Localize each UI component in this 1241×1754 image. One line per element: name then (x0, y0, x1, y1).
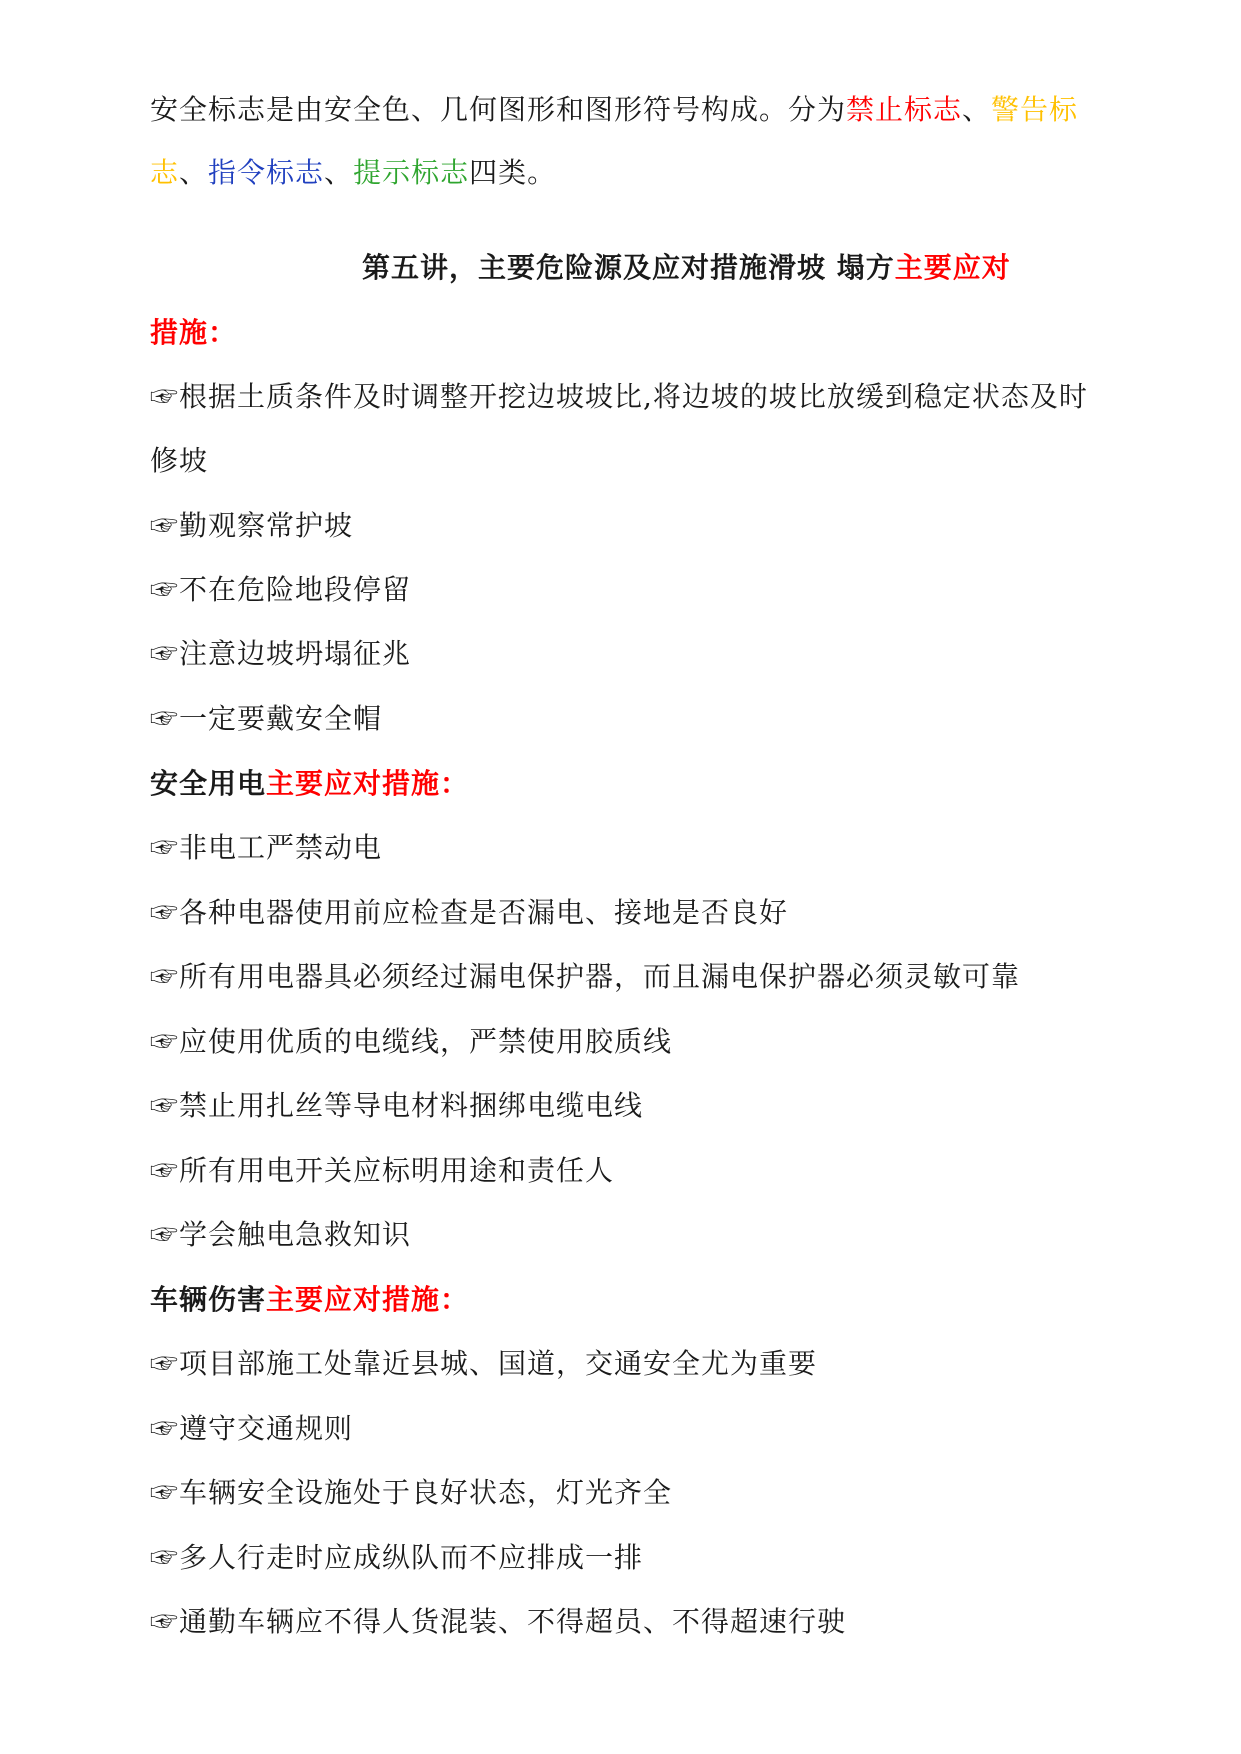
list-item: ☞多人行走时应成纵队而不应排成一排 (150, 1541, 644, 1574)
list-item: ☞非电工严禁动电 (150, 831, 383, 864)
lecture-heading-continued: 措施： (150, 316, 238, 349)
sign-prompt: 提示标志 (353, 156, 470, 189)
list-item: ☞禁止用扎丝等导电材料捆绑电缆电线 (150, 1089, 644, 1122)
sign-warning-part1: 警告标 (991, 93, 1079, 126)
list-item: ☞车辆安全设施处于良好状态，灯光齐全 (150, 1476, 673, 1509)
list-item: ☞项目部施工处靠近县城、国道，交通安全尤为重要 (150, 1347, 818, 1380)
list-item: ☞遵守交通规则 (150, 1412, 354, 1445)
list-item: ☞一定要戴安全帽 (150, 702, 383, 735)
intro-line-1 (150, 90, 1078, 130)
list-item: ☞勤观察常护坡 (150, 509, 354, 542)
list-item: 修坡 (150, 444, 209, 477)
vehicle-heading-red: 主要应对措施： (266, 1283, 470, 1316)
list-item: ☞所有用电开关应标明用途和责任人 (150, 1154, 615, 1187)
electric-heading-red: 主要应对措施： (266, 767, 470, 800)
lecture-heading (362, 248, 1011, 288)
list-item: ☞根据土质条件及时调整开挖边坡坡比,将边坡的坡比放缓到稳定状态及时 (150, 380, 1088, 413)
electric-heading-black: 安全用电 (150, 767, 267, 800)
intro-line-2 (150, 153, 556, 193)
sign-warning-part2: 志 (150, 156, 180, 189)
vehicle-heading-black: 车辆伤害 (150, 1283, 267, 1316)
list-item: ☞所有用电器具必须经过漏电保护器，而且漏电保护器必须灵敏可靠 (150, 960, 1021, 993)
lecture-heading-red: 主要应对 (894, 251, 1011, 284)
list-item: ☞不在危险地段停留 (150, 573, 412, 606)
lecture-heading-main: 第五讲，主要危险源及应对措施滑坡 塌方 (362, 251, 895, 284)
list-item: ☞注意边坡坍塌征兆 (150, 637, 412, 670)
intro-text: 安全标志是由安全色、几何图形和图形符号构成。分为 (150, 93, 847, 126)
list-item: ☞通勤车辆应不得人货混装、不得超员、不得超速行驶 (150, 1605, 847, 1638)
list-item: ☞各种电器使用前应检查是否漏电、接地是否良好 (150, 896, 789, 929)
separator: 、 (324, 156, 354, 189)
list-item: ☞应使用优质的电缆线，严禁使用胶质线 (150, 1025, 673, 1058)
separator: 、 (962, 93, 992, 126)
electric-heading (150, 764, 469, 804)
separator: 、 (179, 156, 209, 189)
sign-instruction: 指令标志 (208, 156, 325, 189)
list-item: ☞学会触电急救知识 (150, 1218, 412, 1251)
intro-end: 四类。 (469, 156, 557, 189)
vehicle-heading (150, 1280, 469, 1320)
sign-prohibition: 禁止标志 (846, 93, 963, 126)
